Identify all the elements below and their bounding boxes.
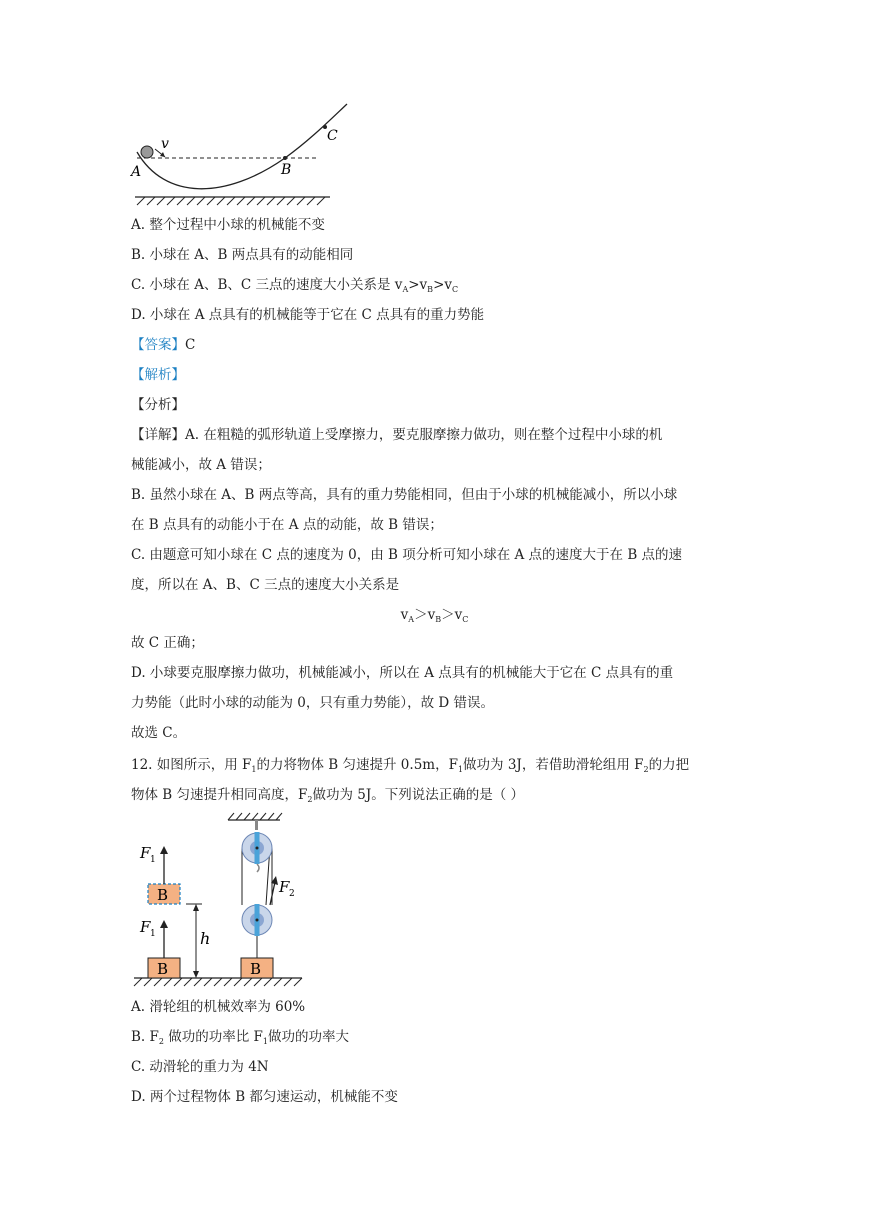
fixed-pulley-pin [256, 847, 259, 850]
fenxi-label: 【分析】 [131, 397, 185, 413]
sub-a: A [402, 285, 409, 294]
ground-hatch [137, 197, 325, 205]
pulley-figure [130, 810, 320, 990]
point-b-dot [283, 156, 287, 160]
answer-line [131, 335, 195, 355]
detail-d-line2: 力势能（此时小球的动能为 0，只有重力势能），故 D 错误。 [131, 695, 495, 711]
detail-b-line2: 在 B 点具有的动能小于在 A 点的动能，故 B 错误； [131, 517, 443, 533]
h-arrowhead-top [193, 904, 199, 911]
label-c: C [327, 128, 338, 144]
q11-option-c: C. 小球在 A、B、C 三点的速度大小关系是 $v_A>v_B>v_C$ [131, 277, 459, 294]
detail-a-text: A. 在粗糙的弧形轨道上受摩擦力，要克服摩擦力做功，则在整个过程中小球的机 [185, 427, 663, 443]
ceiling-hatch [228, 813, 282, 820]
detail-label: 【详解】 [131, 427, 185, 443]
fixed-pulley-hanger [255, 820, 258, 830]
q11-option-a: A. 整个过程中小球的机械能不变 [131, 217, 325, 233]
detail-b-line1: B. 虽然小球在 A、B 两点等高，具有的重力势能相同，但由于小球的机械能减小，所以小球 [131, 487, 678, 503]
q12-option-c: C. 动滑轮的重力为 4N [131, 1059, 269, 1075]
answer-label: 【答案】 [131, 337, 185, 353]
ground-hatch-2 [134, 978, 302, 986]
f1-label-lower: F [140, 918, 151, 936]
f2-label: F [279, 878, 290, 896]
f1-label-upper: F [140, 844, 151, 862]
box-b-pulley-label: B [250, 960, 262, 978]
answer-value: C [185, 337, 196, 353]
q11-option-c-text: C. 小球在 A、B、C 三点的速度大小关系是 v [131, 277, 403, 293]
h-label: h [200, 929, 211, 948]
f1-sub-lower: 1 [150, 929, 156, 939]
fixed-pulley-hook [257, 864, 259, 872]
q11-option-b: B. 小球在 A、B 两点具有的动能相同 [131, 247, 354, 263]
speed-formula: $v_A>v_B>v_C$ [400, 607, 469, 624]
q11-option-d: D. 小球在 A 点具有的机械能等于它在 C 点具有的重力势能 [131, 307, 485, 323]
f1-arrowhead-lower [160, 920, 168, 928]
detail-a-line1 [131, 425, 662, 445]
q12-option-d: D. 两个过程物体 B 都匀速运动，机械能不变 [131, 1089, 398, 1105]
label-a: A [131, 164, 142, 180]
detail-d-line1: D. 小球要克服摩擦力做功，机械能减小，所以在 A 点具有的机械能大于它在 C 点具有的重 [131, 665, 674, 681]
velocity-arrowhead [160, 152, 165, 157]
box-b-raised-label: B [157, 886, 169, 904]
conclusion: 故选 C。 [131, 725, 187, 741]
q12-stem-line1: 12. 如图所示，用 $F_1$的力将物体 B 匀速提升 0.5m，$F_1$做功为 3J，若借助滑轮组用 $F_2$的力把 [131, 757, 690, 774]
detail-a-line2: 械能减小，故 A 错误； [131, 457, 271, 473]
detail-c-line1: C. 由题意可知小球在 C 点的速度为 0，由 B 项分析可知小球在 A 点的速度大于在 B 点的速 [131, 547, 683, 563]
ball [141, 146, 153, 158]
f1-sub-upper: 1 [150, 855, 156, 865]
f1-arrowhead-upper [160, 846, 168, 854]
detail-c-line3: 故 C 正确； [131, 635, 204, 651]
detail-c-line2: 度，所以在 A、B、C 三点的速度大小关系是 [131, 577, 400, 593]
f2-sub: 2 [289, 889, 295, 899]
q12-stem-line2: 物体 B 匀速提升相同高度，$F_2$做功为 5J。下列说法正确的是（ ） [131, 787, 525, 804]
box-b-ground-label: B [157, 960, 169, 978]
movable-pulley-pin [256, 919, 259, 922]
h-arrowhead-bottom [193, 971, 199, 978]
q12-option-a: A. 滑轮组的机械效率为 60% [131, 999, 306, 1015]
sub-b: B [427, 285, 434, 294]
q12-option-b: B. $F_2$ 做功的功率比 $F_1$做功的功率大 [131, 1029, 350, 1046]
label-v: v [161, 136, 169, 152]
analysis-label: 【解析】 [131, 367, 185, 383]
label-b: B [281, 162, 292, 178]
track-figure [125, 100, 365, 210]
sub-c: C [452, 285, 459, 294]
